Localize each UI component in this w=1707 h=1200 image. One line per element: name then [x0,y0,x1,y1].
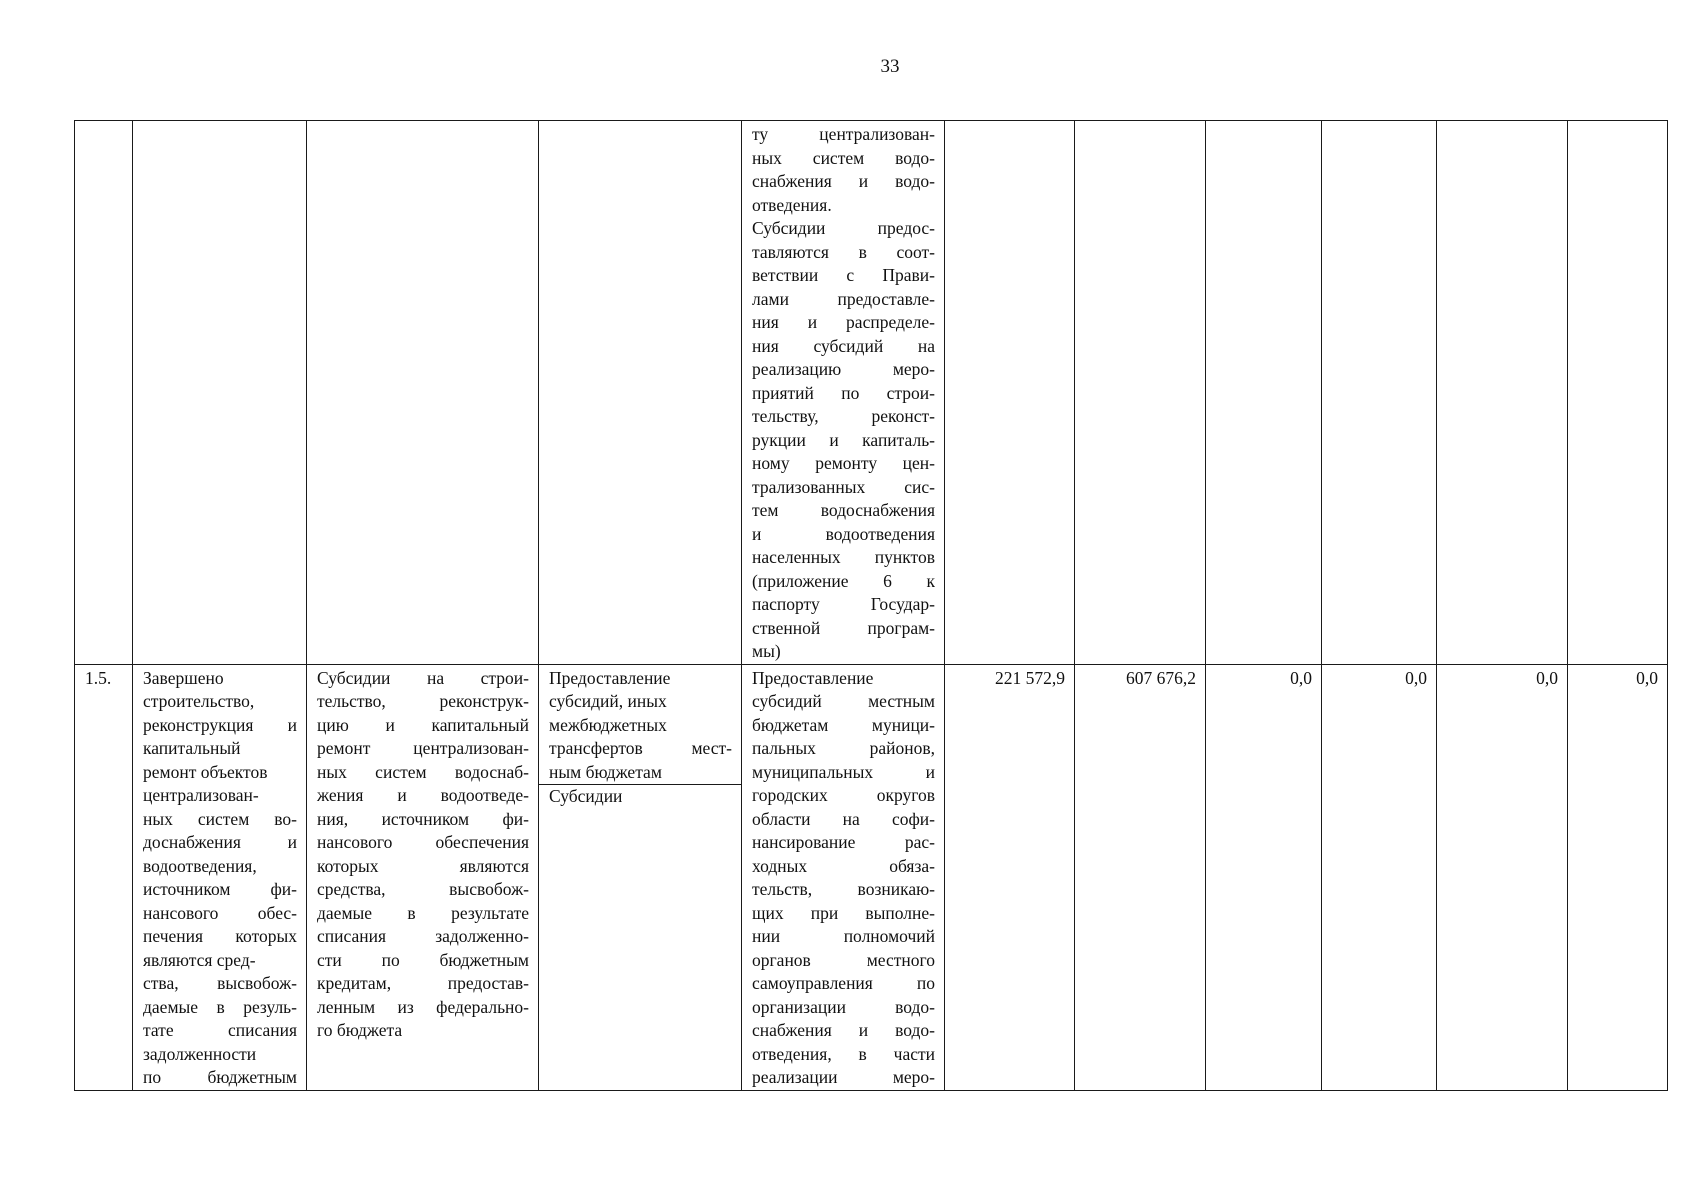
text-line: субсидий местным [752,691,935,711]
text-line: доснабжения и [143,832,297,852]
text-line: лами предоставле- [752,288,935,309]
text-line: тавляются в соот- [752,241,935,262]
text-line: межбюджетных [549,714,667,735]
cell-value-empty [945,121,1075,665]
text-line: капитальный [143,738,241,758]
text-line: ния, источником фи- [317,808,529,829]
text-line: снабжения и водо- [752,171,935,191]
text-line: ветствии с Прави- [752,265,935,285]
text-line: ным бюджетам [549,761,662,782]
text-line: ственной програм- [752,617,935,638]
text-line: ных систем во- [143,808,297,829]
cell-index-empty [75,121,133,665]
text-line: ния и распределе- [752,312,935,332]
text-line: даемые в резуль- [143,996,297,1017]
text-line: рукции и капиталь- [752,429,935,450]
cell-type-empty [539,121,742,665]
text-line: трализованных сис- [752,476,935,497]
text-line: населенных пунктов [752,547,935,567]
text-line: Предоставление [549,667,671,688]
text-line: ленным из федерально- [317,996,529,1017]
cell-value-empty [1206,121,1322,665]
cell-value-5: 0,0 [1437,664,1568,1090]
cell-value-6: 0,0 [1568,664,1668,1090]
support-type-main [539,667,741,786]
text-line: муниципальных и [752,761,935,782]
table-row-1-5 [75,664,1668,1090]
page-number: 33 [880,56,900,77]
text-line: даемые в результате [317,902,529,923]
text-line: ремонт централизован- [317,738,529,758]
cell-row-index: 1.5. [75,664,133,1090]
cell-value-2: 607 676,2 [1075,664,1206,1090]
text-line: цию и капитальный [317,714,529,735]
cell-measure-description [742,664,945,1090]
text-line: и водоотведения [752,523,935,544]
text-line: сти по бюджетным [317,949,529,970]
text-line: тем водоснабжения [752,500,935,520]
text-line: приятий по строи- [752,382,935,403]
program-table [74,120,1668,1091]
text-line: задолженности [143,1043,257,1064]
table-row-continuation [75,121,1668,665]
text-line: списания задолженно- [317,926,529,946]
text-line: городских округов [752,785,935,805]
text-line: паспорту Государ- [752,594,935,614]
text-line: нии полномочий [752,926,935,946]
text-line: ных систем водо- [752,147,935,168]
text-line: по бюджетным [143,1067,297,1087]
text-line: Предоставление [752,667,874,688]
cell-subsidy-description [307,664,539,1090]
text-line: являются сред- [143,949,256,970]
text-line: отведения. [752,194,832,215]
text-line: реконструкция и [143,714,297,735]
text-line: бюджетам муници- [752,714,935,735]
text-line: мы) [752,641,781,661]
text-line: тельство, реконструк- [317,691,529,711]
text-line: отведения, в части [752,1043,935,1064]
text-line: нансового обеспечения [317,832,529,852]
text-line: ства, высвобож- [143,973,297,993]
text-line: реализацию меро- [752,359,935,379]
text-line: печения которых [143,926,297,946]
text-line: самоуправления по [752,973,935,993]
cell-support-type [539,664,742,1090]
text-line: тате списания [143,1020,297,1040]
text-line: (приложение 6 к [752,570,935,591]
text-line: субсидий, иных [549,691,667,711]
text-line: средства, высвобож- [317,879,529,899]
text-line: жения и водоотведе- [317,785,529,805]
text-line: тельств, возникаю- [752,879,935,899]
text-line: нансового обес- [143,902,297,923]
text-line: ту централизован- [752,124,935,144]
text-line: источником фи- [143,879,297,899]
text-line: го бюджета [317,1020,403,1040]
text-line: тельству, реконст- [752,406,935,426]
text-line: пальных районов, [752,738,935,758]
text-line: снабжения и водо- [752,1020,935,1040]
cell-result-empty [133,121,307,665]
cell-value-empty [1075,121,1206,665]
cell-value-4: 0,0 [1322,664,1437,1090]
text-line: нансирование рас- [752,832,935,852]
text-line: водоотведения, [143,855,257,876]
text-line: ходных обяза- [752,855,935,876]
cell-value-empty [1568,121,1668,665]
text-line: Завершено [143,667,224,688]
text-line: области на софи- [752,808,935,829]
text-line: централизован- [143,785,259,805]
cell-value-1: 221 572,9 [945,664,1075,1090]
cell-value-empty [1437,121,1568,665]
cell-result-description [133,664,307,1090]
text-line: ных систем водоснаб- [317,761,529,782]
text-line: органов местного [752,949,935,970]
support-type-subsidies: Субсидии [549,786,623,806]
text-line: организации водо- [752,996,935,1017]
text-line: кредитам, предостав- [317,973,529,993]
text-line: ния субсидий на [752,335,935,356]
text-line: трансфертов мест- [549,738,732,758]
text-line: ремонт объектов [143,761,268,782]
text-line: которых являются [317,855,529,876]
text-line: щих при выполне- [752,902,935,923]
cell-value-3: 0,0 [1206,664,1322,1090]
cell-subsidy-empty [307,121,539,665]
cell-description-continuation [742,121,945,665]
cell-value-empty [1322,121,1437,665]
text-line: Субсидии на строи- [317,667,529,688]
text-line: ному ремонту цен- [752,453,935,473]
text-line: Субсидии предос- [752,218,935,238]
text-line: реализации меро- [752,1067,935,1087]
text-line: строительство, [143,691,255,711]
